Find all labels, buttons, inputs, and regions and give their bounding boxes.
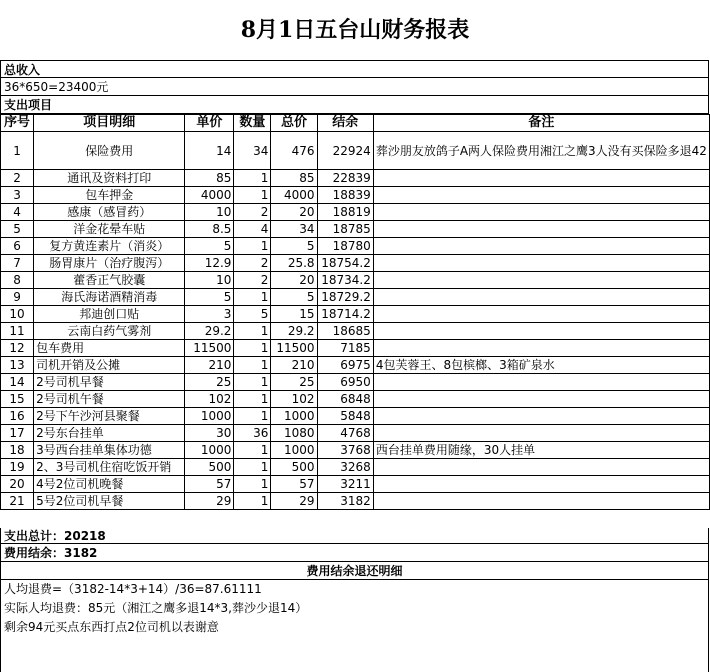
cell-note bbox=[373, 340, 709, 357]
table-row bbox=[1, 493, 710, 510]
cell-note bbox=[373, 204, 709, 221]
cell-no: 21 bbox=[1, 493, 34, 510]
cell-total: 20 bbox=[271, 204, 317, 221]
cell-no: 4 bbox=[1, 204, 34, 221]
cell-qty: 1 bbox=[234, 476, 271, 493]
cell-qty: 1 bbox=[234, 357, 271, 374]
header-balance: 结余 bbox=[317, 115, 373, 132]
cell-item: 云南白药气雾剂 bbox=[34, 323, 185, 340]
cell-note bbox=[373, 493, 709, 510]
cell-price: 5 bbox=[185, 289, 234, 306]
cell-qty: 1 bbox=[234, 289, 271, 306]
cell-item: 海氏海诺酒精消毒 bbox=[34, 289, 185, 306]
table-row bbox=[1, 272, 710, 289]
cell-balance: 22839 bbox=[317, 170, 373, 187]
refund-header: 费用结余退还明细 bbox=[0, 562, 709, 580]
cell-item: 包车押金 bbox=[34, 187, 185, 204]
cell-no: 18 bbox=[1, 442, 34, 459]
cell-total: 29.2 bbox=[271, 323, 317, 340]
cell-qty: 1 bbox=[234, 170, 271, 187]
cell-total: 5 bbox=[271, 238, 317, 255]
cell-note: 西台挂单费用随缘，30人挂单 bbox=[373, 442, 709, 459]
income-label: 总收入 bbox=[0, 60, 709, 78]
cell-balance: 18685 bbox=[317, 323, 373, 340]
cell-no: 16 bbox=[1, 408, 34, 425]
header-qty: 数量 bbox=[234, 115, 271, 132]
cell-no: 10 bbox=[1, 306, 34, 323]
cell-no: 15 bbox=[1, 391, 34, 408]
table-row bbox=[1, 391, 710, 408]
cell-item: 2号司机午餐 bbox=[34, 391, 185, 408]
cell-price: 25 bbox=[185, 374, 234, 391]
cell-total: 25.8 bbox=[271, 255, 317, 272]
header-price: 单价 bbox=[185, 115, 234, 132]
cell-note bbox=[373, 306, 709, 323]
cell-item: 4号2位司机晚餐 bbox=[34, 476, 185, 493]
cell-balance: 18714.2 bbox=[317, 306, 373, 323]
header-note: 备注 bbox=[373, 115, 709, 132]
cell-total: 29 bbox=[271, 493, 317, 510]
cell-item: 包车费用 bbox=[34, 340, 185, 357]
cell-balance: 3182 bbox=[317, 493, 373, 510]
table-row bbox=[1, 170, 710, 187]
cell-item: 感康（感冒药） bbox=[34, 204, 185, 221]
cell-balance: 7185 bbox=[317, 340, 373, 357]
cell-total: 57 bbox=[271, 476, 317, 493]
table-row bbox=[1, 374, 710, 391]
cell-balance: 6975 bbox=[317, 357, 373, 374]
table-row bbox=[1, 425, 710, 442]
cell-note bbox=[373, 255, 709, 272]
table-row bbox=[1, 187, 710, 204]
cell-no: 20 bbox=[1, 476, 34, 493]
cell-no: 8 bbox=[1, 272, 34, 289]
expense-table bbox=[0, 114, 710, 510]
cell-item: 司机开销及公摊 bbox=[34, 357, 185, 374]
cell-note bbox=[373, 221, 709, 238]
cell-total: 25 bbox=[271, 374, 317, 391]
report-title: 8月1日五台山财务报表 bbox=[240, 17, 470, 43]
cell-qty: 1 bbox=[234, 238, 271, 255]
cell-no: 11 bbox=[1, 323, 34, 340]
cell-item: 5号2位司机早餐 bbox=[34, 493, 185, 510]
cell-item: 3号西台挂单集体功德 bbox=[34, 442, 185, 459]
cell-note bbox=[373, 170, 709, 187]
cell-total: 20 bbox=[271, 272, 317, 289]
cell-qty: 1 bbox=[234, 340, 271, 357]
table-row bbox=[1, 204, 710, 221]
remaining-balance: 费用结余：3182 bbox=[0, 544, 709, 562]
cell-note bbox=[373, 391, 709, 408]
cell-total: 85 bbox=[271, 170, 317, 187]
cell-balance: 3211 bbox=[317, 476, 373, 493]
cell-note bbox=[373, 272, 709, 289]
cell-qty: 1 bbox=[234, 459, 271, 476]
cell-total: 5 bbox=[271, 289, 317, 306]
cell-item: 复方黄连素片（消炎） bbox=[34, 238, 185, 255]
table-row bbox=[1, 442, 710, 459]
cell-price: 10 bbox=[185, 272, 234, 289]
cell-price: 102 bbox=[185, 391, 234, 408]
cell-price: 5 bbox=[185, 238, 234, 255]
cell-item: 2号东台挂单 bbox=[34, 425, 185, 442]
cell-no: 3 bbox=[1, 187, 34, 204]
cell-note bbox=[373, 187, 709, 204]
cell-note bbox=[373, 425, 709, 442]
cell-balance: 3268 bbox=[317, 459, 373, 476]
table-row bbox=[1, 289, 710, 306]
cell-total: 1000 bbox=[271, 408, 317, 425]
cell-qty: 36 bbox=[234, 425, 271, 442]
cell-balance: 18785 bbox=[317, 221, 373, 238]
cell-total: 102 bbox=[271, 391, 317, 408]
cell-price: 1000 bbox=[185, 442, 234, 459]
table-row bbox=[1, 476, 710, 493]
cell-balance: 6950 bbox=[317, 374, 373, 391]
header-total: 总价 bbox=[271, 115, 317, 132]
cell-price: 1000 bbox=[185, 408, 234, 425]
refund-details bbox=[0, 580, 709, 672]
cell-balance: 18839 bbox=[317, 187, 373, 204]
cell-no: 17 bbox=[1, 425, 34, 442]
income-formula: 36*650=23400元 bbox=[0, 78, 709, 96]
cell-price: 210 bbox=[185, 357, 234, 374]
table-row bbox=[1, 238, 710, 255]
table-row bbox=[1, 132, 710, 170]
cell-balance: 18729.2 bbox=[317, 289, 373, 306]
cell-total: 11500 bbox=[271, 340, 317, 357]
refund-line-3: 剩余94元买点东西打点2位司机以表谢意 bbox=[4, 620, 219, 634]
cell-price: 14 bbox=[185, 132, 234, 170]
table-header-row bbox=[1, 115, 710, 132]
cell-price: 8.5 bbox=[185, 221, 234, 238]
cell-price: 500 bbox=[185, 459, 234, 476]
cell-price: 29.2 bbox=[185, 323, 234, 340]
cell-note: 4包芙蓉王、8包槟榔、3箱矿泉水 bbox=[373, 357, 709, 374]
cell-note bbox=[373, 459, 709, 476]
cell-qty: 1 bbox=[234, 493, 271, 510]
total-expense: 支出总计：20218 bbox=[0, 528, 709, 544]
cell-balance: 6848 bbox=[317, 391, 373, 408]
table-row bbox=[1, 357, 710, 374]
cell-balance: 18754.2 bbox=[317, 255, 373, 272]
cell-note bbox=[373, 408, 709, 425]
cell-item: 洋金花晕车贴 bbox=[34, 221, 185, 238]
refund-line-1: 人均退费=（3182-14*3+14）/36=87.61111 bbox=[4, 582, 262, 596]
cell-total: 34 bbox=[271, 221, 317, 238]
cell-qty: 2 bbox=[234, 255, 271, 272]
cell-note bbox=[373, 323, 709, 340]
cell-item: 2、3号司机住宿吃饭开销 bbox=[34, 459, 185, 476]
cell-total: 15 bbox=[271, 306, 317, 323]
cell-price: 57 bbox=[185, 476, 234, 493]
cell-total: 1000 bbox=[271, 442, 317, 459]
cell-price: 12.9 bbox=[185, 255, 234, 272]
cell-balance: 5848 bbox=[317, 408, 373, 425]
cell-no: 19 bbox=[1, 459, 34, 476]
cell-qty: 1 bbox=[234, 187, 271, 204]
cell-balance: 18734.2 bbox=[317, 272, 373, 289]
table-row bbox=[1, 221, 710, 238]
cell-no: 6 bbox=[1, 238, 34, 255]
cell-note bbox=[373, 374, 709, 391]
cell-no: 2 bbox=[1, 170, 34, 187]
table-row bbox=[1, 255, 710, 272]
cell-note bbox=[373, 238, 709, 255]
cell-price: 11500 bbox=[185, 340, 234, 357]
cell-qty: 1 bbox=[234, 391, 271, 408]
table-row bbox=[1, 323, 710, 340]
expense-section-label: 支出项目 bbox=[0, 96, 709, 114]
cell-item: 2号下午沙河县聚餐 bbox=[34, 408, 185, 425]
cell-item: 通讯及资料打印 bbox=[34, 170, 185, 187]
table-row bbox=[1, 459, 710, 476]
cell-price: 4000 bbox=[185, 187, 234, 204]
header-item: 项目明细 bbox=[34, 115, 185, 132]
cell-item: 邦迪创口贴 bbox=[34, 306, 185, 323]
cell-total: 500 bbox=[271, 459, 317, 476]
cell-price: 30 bbox=[185, 425, 234, 442]
cell-qty: 2 bbox=[234, 204, 271, 221]
cell-note bbox=[373, 289, 709, 306]
cell-total: 210 bbox=[271, 357, 317, 374]
cell-qty: 1 bbox=[234, 442, 271, 459]
cell-item: 肠胃康片（治疗腹泻） bbox=[34, 255, 185, 272]
table-row bbox=[1, 306, 710, 323]
cell-no: 5 bbox=[1, 221, 34, 238]
cell-qty: 2 bbox=[234, 272, 271, 289]
cell-qty: 4 bbox=[234, 221, 271, 238]
cell-no: 9 bbox=[1, 289, 34, 306]
cell-item: 藿香正气胶囊 bbox=[34, 272, 185, 289]
cell-balance: 4768 bbox=[317, 425, 373, 442]
cell-qty: 1 bbox=[234, 323, 271, 340]
cell-price: 85 bbox=[185, 170, 234, 187]
cell-balance: 18819 bbox=[317, 204, 373, 221]
cell-no: 12 bbox=[1, 340, 34, 357]
header-no: 序号 bbox=[1, 115, 34, 132]
cell-qty: 5 bbox=[234, 306, 271, 323]
cell-price: 3 bbox=[185, 306, 234, 323]
cell-qty: 34 bbox=[234, 132, 271, 170]
table-row bbox=[1, 340, 710, 357]
cell-balance: 18780 bbox=[317, 238, 373, 255]
table-row bbox=[1, 408, 710, 425]
cell-price: 29 bbox=[185, 493, 234, 510]
cell-no: 1 bbox=[1, 132, 34, 170]
cell-no: 14 bbox=[1, 374, 34, 391]
cell-item: 保险费用 bbox=[34, 132, 185, 170]
cell-qty: 1 bbox=[234, 374, 271, 391]
cell-total: 1080 bbox=[271, 425, 317, 442]
cell-total: 476 bbox=[271, 132, 317, 170]
refund-line-2: 实际人均退费：85元（湘江之鹰多退14*3,葬沙少退14） bbox=[4, 601, 308, 615]
cell-total: 4000 bbox=[271, 187, 317, 204]
cell-balance: 3768 bbox=[317, 442, 373, 459]
cell-no: 13 bbox=[1, 357, 34, 374]
cell-no: 7 bbox=[1, 255, 34, 272]
cell-price: 10 bbox=[185, 204, 234, 221]
cell-note bbox=[373, 476, 709, 493]
cell-balance: 22924 bbox=[317, 132, 373, 170]
cell-item: 2号司机早餐 bbox=[34, 374, 185, 391]
cell-note: 葬沙朋友放鸽子A两人保险费用湘江之鹰3人没有买保险多退42 bbox=[373, 132, 709, 170]
cell-qty: 1 bbox=[234, 408, 271, 425]
